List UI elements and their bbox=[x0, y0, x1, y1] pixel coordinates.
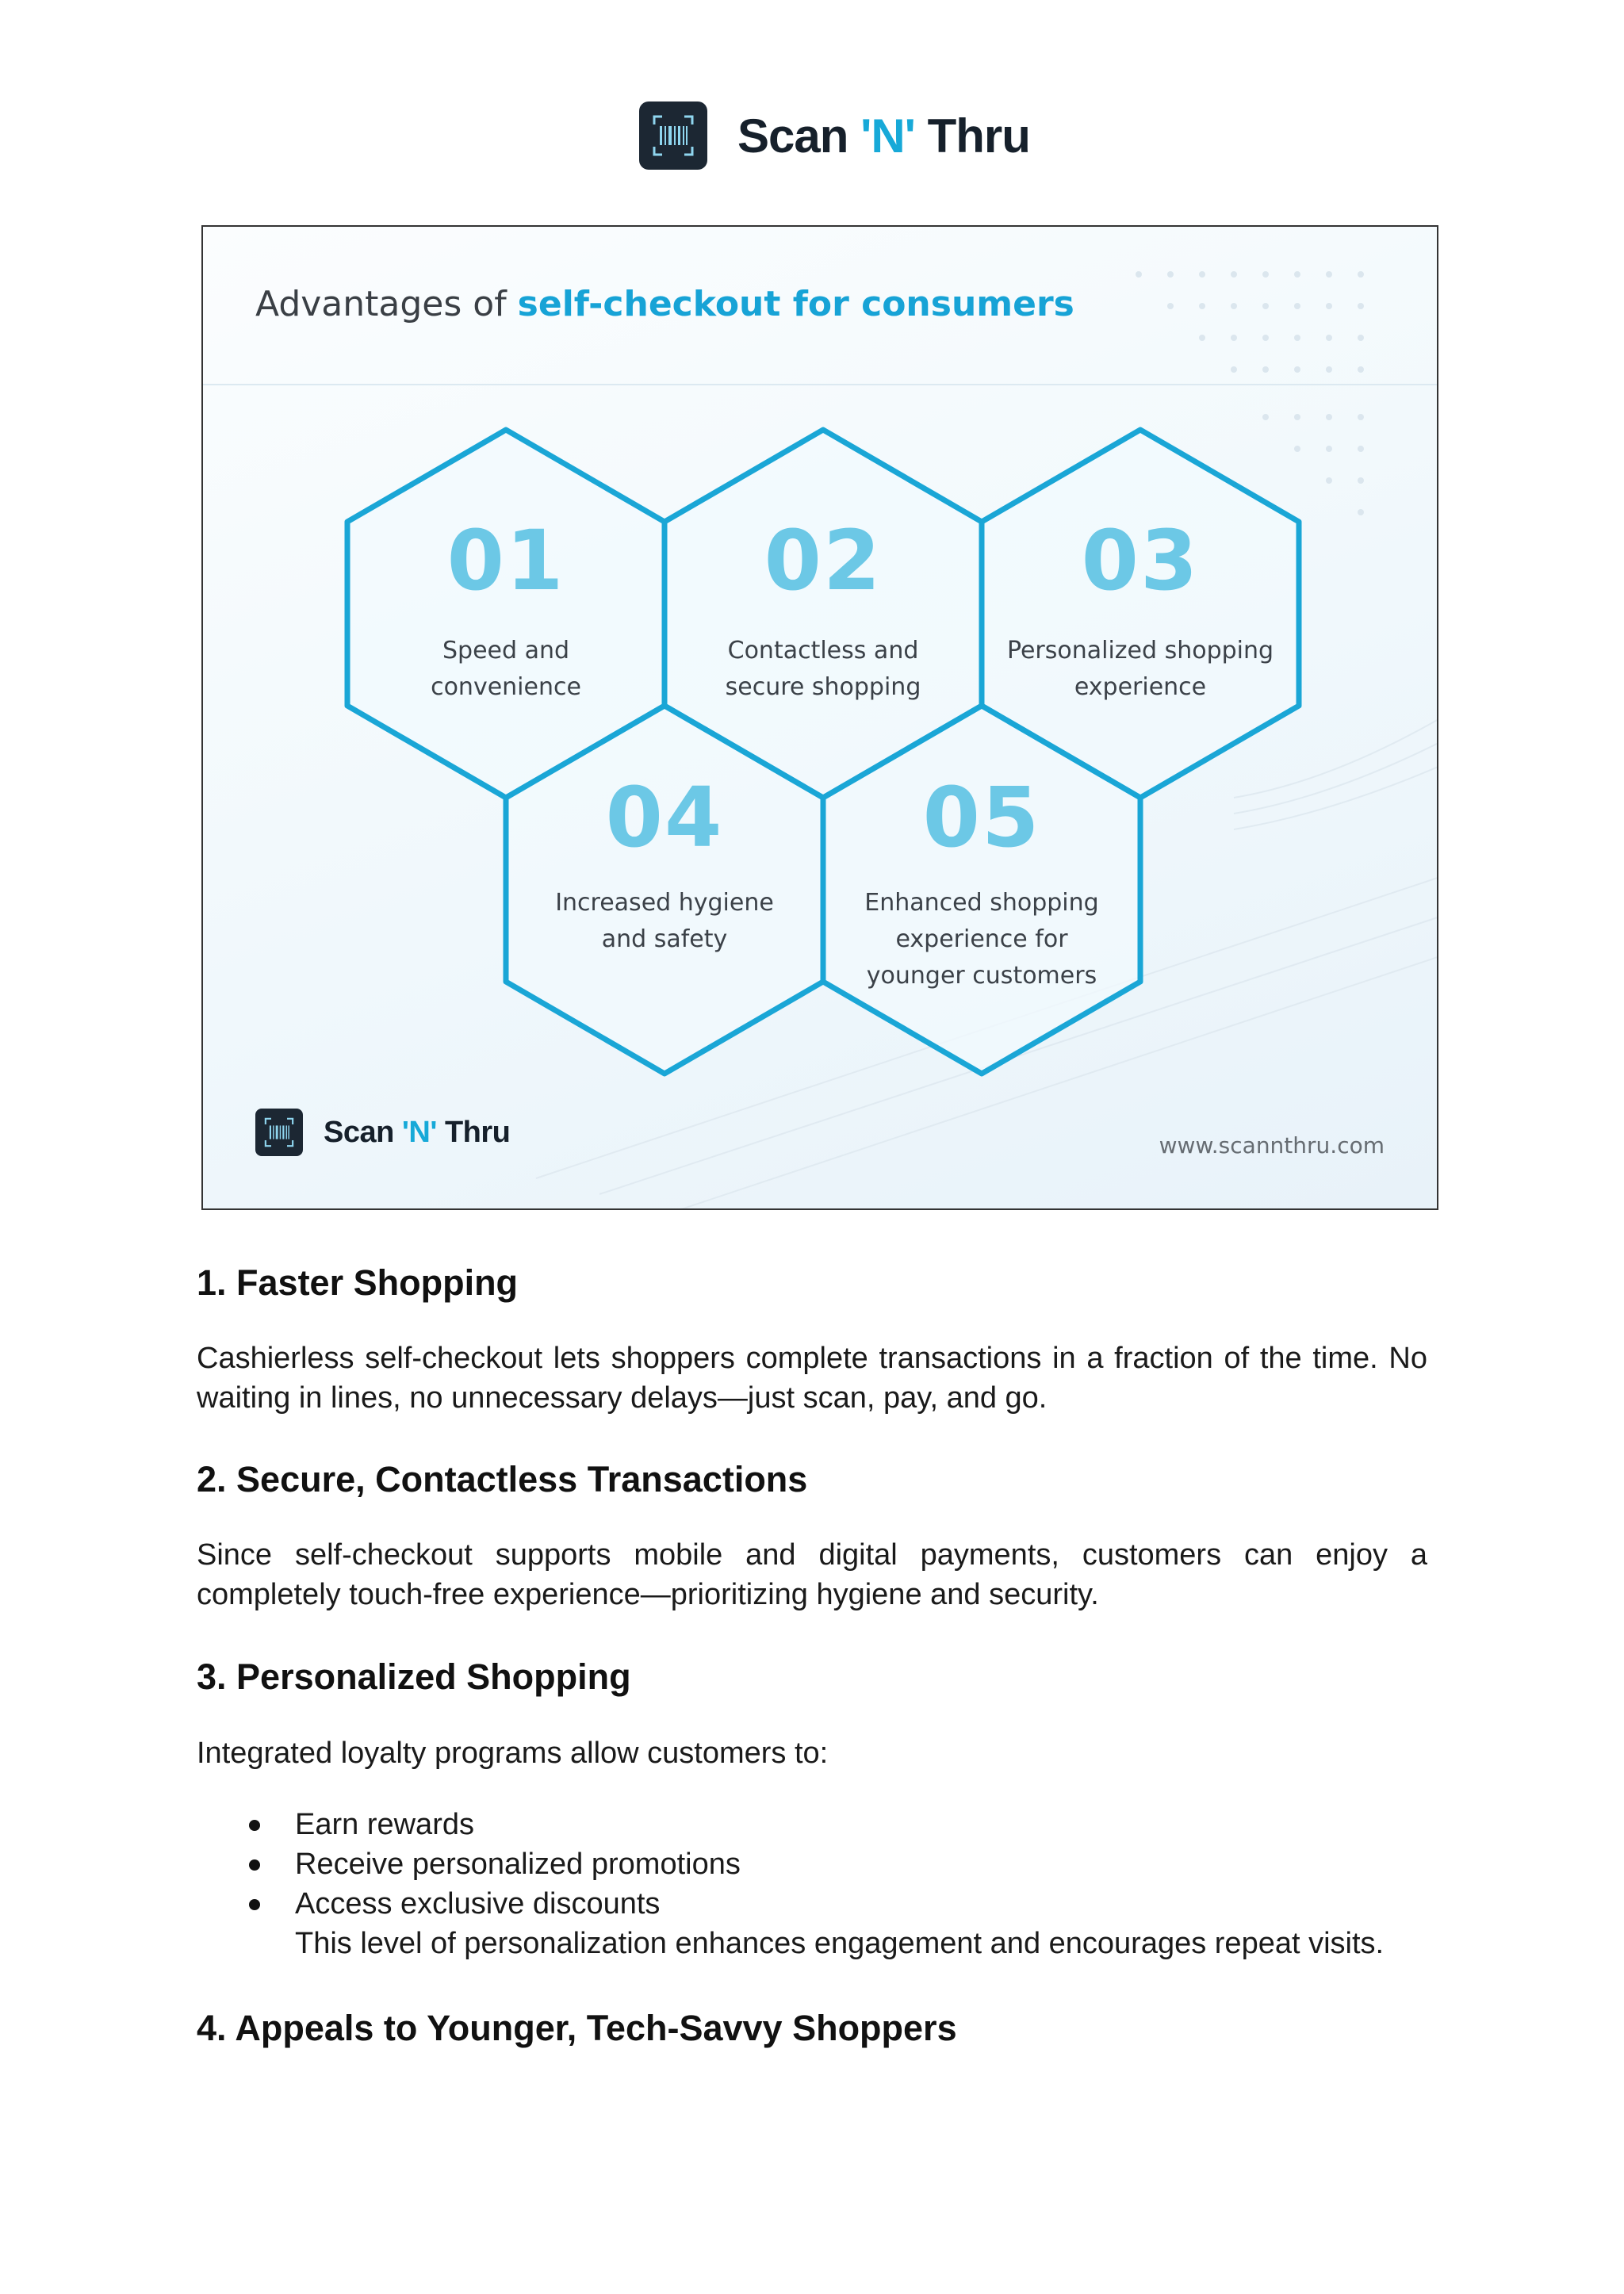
loyalty-benefits-list bbox=[197, 1805, 1427, 1924]
hex-label-3 bbox=[998, 633, 1283, 706]
advantages-infographic bbox=[201, 225, 1438, 1210]
hex-label-5-line-1: Enhanced shopping bbox=[864, 889, 1099, 917]
section-3-body-wrap bbox=[197, 1733, 1427, 1773]
hex-label-1-line-2: convenience bbox=[431, 673, 581, 701]
hex-number-2: 02 bbox=[764, 512, 883, 609]
infographic-brand-part1: Scan bbox=[324, 1115, 402, 1149]
infographic-title-prefix: Advantages of bbox=[255, 284, 518, 324]
section-2-body-wrap bbox=[197, 1535, 1427, 1614]
hex-number-3: 03 bbox=[1081, 512, 1200, 609]
section-3-heading: 3. Personalized Shopping bbox=[197, 1656, 631, 1697]
list-item: Access exclusive discounts bbox=[197, 1884, 1427, 1924]
website-url: www.scannthru.com bbox=[1159, 1132, 1385, 1158]
brand-name-part1: Scan bbox=[737, 109, 861, 163]
hexagon-graphic bbox=[203, 227, 1438, 1210]
hex-label-3-line-1: Personalized shopping bbox=[1006, 637, 1274, 664]
infographic-brand-part2: Thru bbox=[436, 1115, 511, 1149]
hex-label-2-line-1: Contactless and bbox=[727, 637, 919, 664]
section-1-body: Cashierless self-checkout lets shoppers complete transactions in a fraction of the time. No waiting in lines, no unnecessary delays—just scan, pay, and go. bbox=[197, 1342, 1427, 1415]
infographic-brand-accent: 'N' bbox=[401, 1115, 437, 1149]
hex-label-4-line-1: Increased hygiene bbox=[555, 889, 774, 917]
section-3-closing: This level of personalization enhances engagement and encourages repeat visits. bbox=[295, 1927, 1385, 1960]
section-3-body: Integrated loyalty programs allow customers to: bbox=[197, 1737, 829, 1770]
brand-name-accent: 'N' bbox=[860, 109, 915, 163]
brand-name-part2: Thru bbox=[914, 109, 1030, 163]
hex-number-4: 04 bbox=[605, 769, 724, 866]
section-1-body-wrap bbox=[197, 1338, 1427, 1418]
section-2 bbox=[197, 1457, 1427, 1502]
section-2-body: Since self-checkout supports mobile and digital payments, customers can enjoy a completely touch-free experience—prioritizing hygiene and security. bbox=[197, 1538, 1427, 1611]
hex-number-1: 01 bbox=[446, 512, 565, 609]
list-item: Receive personalized promotions bbox=[197, 1844, 1427, 1884]
infographic-brand-name bbox=[324, 1116, 510, 1150]
section-1 bbox=[197, 1261, 1427, 1305]
hex-label-2-line-2: secure shopping bbox=[725, 673, 921, 701]
section-4-heading: 4. Appeals to Younger, Tech-Savvy Shoppers bbox=[197, 2008, 957, 2048]
hex-label-3-line-2: experience bbox=[1074, 673, 1207, 701]
hex-label-4-line-2: and safety bbox=[601, 925, 728, 953]
header-logo bbox=[639, 101, 1030, 170]
hex-label-2 bbox=[680, 633, 966, 706]
section-1-heading: 1. Faster Shopping bbox=[197, 1262, 519, 1303]
section-3-list-wrap bbox=[197, 1805, 1427, 1963]
infographic-logo bbox=[255, 1109, 510, 1156]
section-3 bbox=[197, 1655, 1427, 1699]
hex-label-5-line-2: experience for bbox=[895, 925, 1068, 953]
hex-label-4 bbox=[522, 885, 807, 958]
brand-name bbox=[737, 109, 1030, 163]
section-4 bbox=[197, 2006, 1427, 2051]
barcode-scan-icon bbox=[639, 101, 707, 170]
hex-label-1 bbox=[363, 633, 649, 706]
infographic-title-highlight: self-checkout for consumers bbox=[517, 284, 1074, 324]
list-item: Earn rewards bbox=[197, 1805, 1427, 1844]
barcode-scan-icon bbox=[255, 1109, 303, 1156]
hex-label-5-line-3: younger customers bbox=[866, 962, 1097, 990]
hex-number-5: 05 bbox=[922, 769, 1041, 866]
hex-label-1-line-1: Speed and bbox=[442, 637, 570, 664]
hex-label-5 bbox=[839, 885, 1124, 994]
section-2-heading: 2. Secure, Contactless Transactions bbox=[197, 1459, 808, 1499]
